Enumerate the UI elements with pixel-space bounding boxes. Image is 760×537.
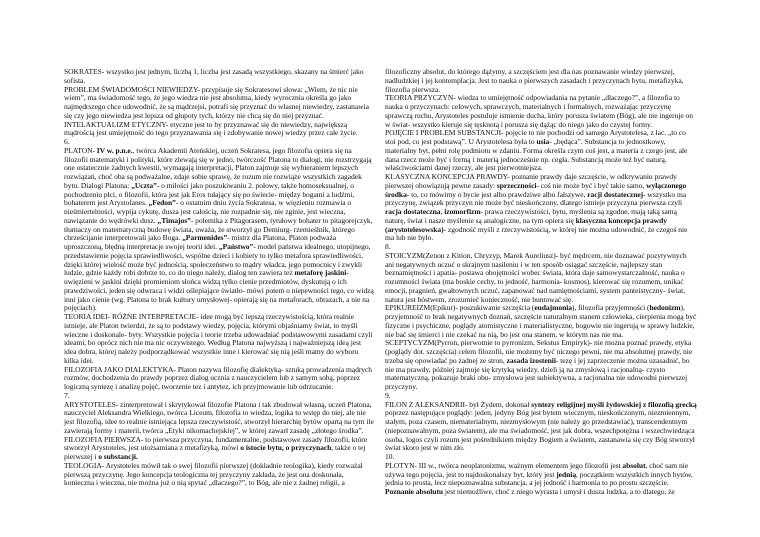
text-run: 9. xyxy=(385,390,391,400)
bold-term: IV w. p.n.e. xyxy=(96,145,133,155)
text-run: filozoficzny absolut, do którego dążymy, a szczęściem jest dla nas poznawanie wiedzy pierwszej, nadludzkiej i jej kontemplacja. Jest to nauka o pierwszych zasadach i przyczynach bytu, metafizyka, filozofia pierwsza. xyxy=(385,67,684,94)
bold-term: klasyczna koncepcja prawdy (arystotelesowska) xyxy=(385,215,667,234)
text-run: - zgodność myśli z rzeczywistością, w której nie można udowodnić, że czegoś nie ma lub nie było. xyxy=(385,224,688,243)
bold-term: eudajmonia xyxy=(534,303,572,313)
bold-term: zasada izostenii xyxy=(506,355,556,365)
text-run: SOKRATES- wszystko jest jednym, liczbą 1, liczba jest zasadą wszystkiego, skazany na śmierć jako sofista. xyxy=(64,67,364,85)
paragraph xyxy=(64,366,374,392)
text-run: PROBLEM ŚWIADOMOŚCI NIEWIEDZY- przypisuje się Sokratesowi słowa: „Wiem, że nic nie wiem”, ma świadomość tego, że jego wiedza nie jest absolutna, kiedy wyrocznia określa go jako najmędrszego chce udowodnić, że są mądrzejsi, potrafi się przyznać do własnej niewiedzy, zastanawia się czy jego niewiedza jest lepsza od głupoty tych, którzy nie chcą się do niej przyznać. xyxy=(64,84,369,120)
paragraph xyxy=(385,68,697,94)
paragraph xyxy=(385,401,697,454)
paragraph xyxy=(64,147,374,313)
text-run: - polemika z Pitagorasem, tytułowy bohater to pitagorejczyk, tłumaczy on matematyczną budowę świata, uważa, że stworzył go Demiurg- rzemieślnik, którego chrześcijanie interpretowali jako Boga. xyxy=(64,215,373,243)
bold-term: Poznanie absolutu xyxy=(385,487,444,496)
text-run: - uwięzieni w jaskini dzięki promieniom słońca widzą tylko cienie przedmiotów, dyskutują o ich prawdziwości, jeden się odwraca i widzi oślepiające światło- mówi potem o niepewności tego, co widzą inni jako cienie (wg. Platona to brak kultury umysłowej- opierają się na metaforach, obrazach, a nie na pojęciach). xyxy=(64,268,374,313)
text-run: TEOLOGIA- Arystoteles mówił tak o swej filozofii pierwszej (dokładnie teologika), kiedy rozważał pierwszą przyczynę. Jego koncepcja teologiczna tej przyczyny zakłada, że jest ona doskonała, konieczna i wieczna, nie można już o nią spytać „dlaczego?”, to Bóg, ale nie z żadnej religii, a xyxy=(64,460,363,488)
text-run: STOICYZM(Zenon z Kition, Chryzyp, Marek Aureliusz)- być mędrcem, nie doznawać pozytywnych ani negatywnych uczuć o skrajnym nasileniu i w ten sposób osiągać szczęście, najlepszy stan beznamiętności i apatia- postawa obojętności wobec świata, która daje samowystarczalność, nauka o rozumności świata (ma boskie cechy, to jedność, harmonia- kosmos), kierować się rozumem, unikać emocji, pragnień, gwałtownych uczuć, zapanować nad namiętnościami, system panteistyczny- świat, natura jest bóstwem, zrozumieć konieczność, nie buntować się. xyxy=(385,250,687,304)
text-run: - o miłości jako poszukiwaniu 2. połowy, także homoseksualnej, o pochodzeniu płci, o filozofii, która jest jak Eros tułający się po świecie- między bogami a ludźmi, bohaterem jest Arystofanes. xyxy=(64,180,355,208)
bold-term: „Timajos” xyxy=(157,215,191,225)
right-column xyxy=(385,68,697,497)
bold-term: metaforę jaskini xyxy=(294,268,347,278)
text-run: FILOZOFIA PIERWSZA- to pierwsza przyczyna, fundamentalne, podstawowe zasady filozofii, które stworzył Arystoteles, jest utożsamiana z metafizyką, mówi xyxy=(64,434,368,453)
paragraph xyxy=(385,173,697,243)
text-run: , także o tej pierwszej i xyxy=(64,443,366,461)
paragraph xyxy=(64,121,374,139)
bold-term: racja dostateczna xyxy=(385,207,441,216)
paragraph xyxy=(385,339,697,392)
paragraph xyxy=(385,129,697,173)
text-run: FILON Z ALEKSANDRII- był Żydem, dokonał xyxy=(385,399,532,409)
text-run: - model państwa idealnego, utopijnego, przedstawienie pojęcia sprawiedliwości, wspólne dzieci i kobiety to tylko metafora sprawiedliwości, dzięki której wielość może być jednością, społeczeństwo to mądry władca, jego pomocnicy i zwykli ludzie, gdzie każdy robi dobrze to, co do niego należy, dialog ten zawiera też xyxy=(64,242,371,278)
text-run: - o ostatnim dniu życia Sokratesa, w więzieniu rozmawia o nieśmiertelności, wypija cykutę, dusza jest całością, nie rozpadnie się, nie zginie, jest wieczna, nawiązanie do wędrówki dusz. xyxy=(64,198,352,225)
bold-term: hedonizm xyxy=(649,303,681,313)
bold-term: „Uczta” xyxy=(131,180,157,190)
text-run: , choć sam nie używa tego pojęcia, jest to najdoskonalszy byt, który jest xyxy=(385,460,689,479)
text-run: - wszystko ma przyczynę, związek przyczyn nie może być nieskończony, dlatego istnieje przyczyna pierwsza czyli xyxy=(385,189,687,208)
text-run: - tezę i jej zaprzeczenie można uzasadnić, bo nie ma prawdy, później zajmuje się krytyką wiedzy, dzieli ją na zmysłową i racjonalną- czysto matematyczną, pokazuje braki obu- zmysłowa jest subiektywna, a racjonalna nie udowodni pierwszej przyczyny. xyxy=(385,355,690,391)
paragraph xyxy=(64,68,374,86)
bold-term: „Parmenides” xyxy=(182,233,228,243)
text-run: PLATON- xyxy=(64,145,97,155)
text-run: POJĘCIE I PROBLEM SUBSTANCJI- pojęcie to nie pochodzi od samego Arystotelesa, z łac. „to co stoi pod, co jest podstawą”. U Arystotelesa była to xyxy=(385,128,686,146)
bold-term: sprzeczności xyxy=(496,180,537,190)
text-run: 6. xyxy=(64,137,70,146)
text-run: , początkiem wszystkich innych bytów, jednia to prosta, lecz niepoznawalna substancja, a jej jedność i harmonia to po prostu szczęście. xyxy=(385,469,693,488)
bold-term: syntezy religijnej myśli żydowskiej z filozofią grecką xyxy=(531,399,697,409)
text-run: ), filozofia przyjemności ( xyxy=(572,303,650,313)
text-run: poprzez następujące poglądy: jeden, jedyny Bóg jest bytem wiecznym, nieskończonym, niezmiennym, stałym, poza czasem, niematerialnym, niezmysłowym (nie należy go przedstawiać), transcendentnym (niepoznawalnym, poza światem), ale ma świadomość, jest jak dobra, wszechpotężna i wszechwiedząca osoba, logos czyli rozum jest pośrednikiem między Bogiem a światem, zastanawia się czy Bóg stworzył świat skoro jest w nim zło. xyxy=(385,408,695,453)
text-run: 8. xyxy=(385,242,391,251)
text-run: , xyxy=(440,207,445,216)
bold-term: usia xyxy=(536,137,550,146)
left-column xyxy=(64,68,374,488)
bold-term: izomorfizm xyxy=(444,207,481,216)
paragraph xyxy=(385,252,697,305)
text-run: PLOTYN- III w., twórca neoplatonizmu, ważnym elementem jego filozofii jest xyxy=(385,460,623,470)
text-run: FILOZOFIA JAKO DIALEKTYKA- Platon nazywa filozofię dialektyką- sztuką prowadzenia mądrych rozmów, dochodzenia do prawdy poprzez dialog ucznia z nauczycielem lub z samym sobą, poprzez logiczną syntezę i analizę pojęć, tworzenie tez i antytez, ich przyjmowanie lub odrzucanie. xyxy=(64,364,373,391)
text-run: KLASYCZNA KONCEPCJA PRAWDY- poznanie prawdy daje szczęście, w odkrywaniu prawdy pierwszej obowiązują pewne zasady: xyxy=(385,172,677,190)
text-run: TEORIA PRZYCZYN- wiedza to umiejętność odpowiadania na pytanie „dlaczego?”, a filozofia to nauka o przyczynach: celowych, sprawczych, materialnych i formalnych, rozważając przyczynę sprawczą ruchu, Arystoteles postuluje istnienie ducha, który porusza światem (Bóg), ale nie ingeruje on w świat- wszystko kieruje się tęsknotą i porusza się dążąc do niego jako do czystej formy. xyxy=(385,93,693,129)
text-run: - prawa rzeczywistości, bytu, myślenia są zgodne, mają taką samą naturę, świat i nasze myślenie są analogiczne, na tym opiera się xyxy=(385,207,677,225)
bold-term: jednią xyxy=(556,469,577,479)
text-run: ), przyjemność to brak negatywnych doznań, szczęście naturalnym stanem człowieka, cierpienia mogą być fizyczne i psychiczne, poglądy atomistyczne i materialistyczne, bogowie nie ingerują w sprawy ludzkie, nie bać się śmierci i nie czekać na nią, bo jest ona stanem, w którym nas nie ma. xyxy=(385,303,697,339)
bold-term: „Fedon” xyxy=(148,198,176,208)
paragraph xyxy=(64,86,374,121)
paragraph xyxy=(64,436,374,462)
bold-term: „Państwo” xyxy=(218,242,254,251)
text-run: 7. xyxy=(64,390,70,400)
bold-term: o substancji. xyxy=(98,452,138,461)
bold-term: o istocie bytu, o przyczynach xyxy=(240,443,332,453)
paragraph xyxy=(64,401,374,436)
text-run: INTELAKTUALIZM ETYCZNY- etyczne jest to by przyznawać się do niewiedzy, największą mądrością jest umiejętność do tego przyznawania się i zdobywanie nowej wiedzy przez całe życie. xyxy=(64,119,358,138)
paragraph xyxy=(385,304,697,339)
text-run: jest niemożliwe, choć z niego wyrasta i umysł i dusza ludzka, a to dlatego, że xyxy=(443,487,675,496)
text-run: 10. xyxy=(385,452,395,461)
paragraph xyxy=(64,313,374,366)
text-run: - to, co mówimy o bycie jest albo prawdziwe albo fałszywe, xyxy=(406,189,588,199)
text-run: - „będąca”. Substancja to jednostkowy, materialny byt, pełni rolę podmiotu w zdaniu. Forma określa czym coś jest, a materia z czego jest, ale dana rzecz może być i formą i materią jednocześnie np. cegła. Substancją może też być naturą, właściwościami danej rzeczy, ale jest pierwotniejsza. xyxy=(385,137,688,173)
text-run: - coś nie może być i być takie samo, xyxy=(536,180,647,190)
text-run: - mistrz dla Platona, Platon podważa uproszczoną, błędną interpretacje swojej teorii idei. xyxy=(64,233,337,251)
text-run: SCEPTYCYZM(Pyrron, pierwotnie to pyrronizm, Sekstus Empiryk)- nie można poznać prawdy, etyka (poglądy dot. szczęścia) celem filozofii, nie możemy być niczego pewni, nie ma absolutnej prawdy, nie trzeba się opowiadać po żadnej ze stron, xyxy=(385,338,693,365)
text-run: EPIKUREIZM(Epikur)- poszukiwanie szczęścia ( xyxy=(385,303,535,313)
text-run: , twórca Akademii Ateńskiej, uczeń Sokratesa, jego filozofia opiera się na filozofii matematyki i polityki, które zlewają się w jedno, twórczość Platona to dialogi, nie rozstrzygają one ostatecznie żadnych kwestii, wymagają interpretacji, Platon zajmuje się wybieraniem lepszych rozwiązań, choć oba są podważalne, zdaje sobie sprawę, że rozum nie rozwiąże wszystkich zagadek bytu. Dialogi Platona: xyxy=(64,145,372,190)
paragraph xyxy=(385,94,697,129)
text-run: ARYSTOTELES- zinterpretował i skrytykował filozofie Platona i tak zbudował własną, uczeń Platona, nauczyciel Aleksandra Wielkiego, twórca Liceum, filozofia to wiedza, logika to wstęp do niej, ale nie jest filozofią, idee to realnie istniejąca lepsza rzeczywistość, stworzył hierarchię bytów opartą na tym ile zawierają formy i materii, twórca „Etyki nikomachejskiej”, w której zawarł zasadę „złotego środka”. xyxy=(64,399,374,435)
paragraph xyxy=(64,462,374,488)
paragraph xyxy=(385,462,697,497)
bold-term: absolut xyxy=(622,460,646,470)
bold-term: wyłączonego środka xyxy=(385,180,687,199)
bold-term: racji dostatecznej xyxy=(587,189,644,199)
text-run: TEORIA IDEI- RÓŻNE INTERPRETACJE- idee mogą być lepszą rzeczywistością, która realnie istnieje, ale Platon twierdzi, że są to podstawy wiedzy, pojęcia, którymi objaśniamy świat, to myśli wieczne i doskonale- byty. Wszystkie pojęcia i teorie trzeba udowadniać podstawowymi zasadami czyli ideami, bo oprócz nich nie ma nic oczywistego. Według Platona najwyższą i najważniejszą ideą jest idea dobra, której należy podporządkować wszystkie inne i kierować się nią jeśli mamy do wyboru kilka idei. xyxy=(64,312,373,365)
